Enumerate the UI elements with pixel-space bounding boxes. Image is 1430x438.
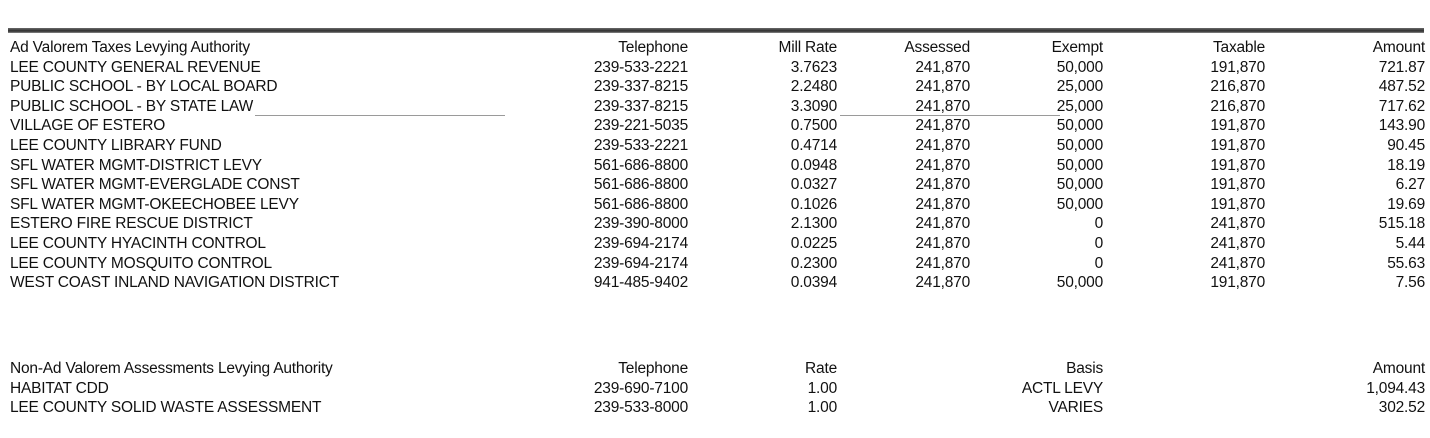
mill-rate-cell: 0.0394 <box>790 274 837 292</box>
telephone-cell: 239-533-2221 <box>593 136 688 154</box>
non-ad-valorem-header-row <box>10 359 1425 379</box>
exempt-cell: 50,000 <box>1056 195 1103 213</box>
column-header-exempt: Exempt <box>1051 39 1103 56</box>
taxable-cell: 191,870 <box>1210 58 1265 76</box>
exempt-cell: 0 <box>1094 254 1103 272</box>
telephone-cell: 941-485-9402 <box>593 274 688 292</box>
table-row <box>10 379 1425 399</box>
exempt-cell: 0 <box>1094 234 1103 252</box>
exempt-cell: 0 <box>1094 215 1103 233</box>
assessed-cell: 241,870 <box>915 78 970 96</box>
amount-cell: 515.18 <box>1378 215 1425 233</box>
scan-artifact-line <box>255 115 505 116</box>
column-header-amount: Amount <box>1372 39 1425 56</box>
column-header-amount: Amount <box>1372 360 1425 377</box>
column-header-mill-rate: Mill Rate <box>778 39 837 56</box>
assessed-cell: 241,870 <box>915 156 970 174</box>
assessed-cell: 241,870 <box>915 234 970 252</box>
taxable-cell: 191,870 <box>1210 274 1265 292</box>
mill-rate-cell: 0.2300 <box>790 254 837 272</box>
amount-cell: 90.45 <box>1387 136 1425 154</box>
telephone-cell: 239-533-2221 <box>593 58 688 76</box>
non-ad-valorem-table <box>10 359 1425 418</box>
telephone-cell: 561-686-8800 <box>593 156 688 174</box>
amount-cell: 18.19 <box>1387 156 1425 174</box>
authority-cell: LEE COUNTY LIBRARY FUND <box>10 136 222 154</box>
table-row <box>10 136 1425 156</box>
table-row <box>10 214 1425 234</box>
amount-cell: 19.69 <box>1387 195 1425 213</box>
mill-rate-cell: 3.7623 <box>790 58 837 76</box>
assessed-cell: 241,870 <box>915 195 970 213</box>
column-header-assessed: Assessed <box>904 39 970 56</box>
column-header-authority: Ad Valorem Taxes Levying Authority <box>10 39 250 56</box>
mill-rate-cell: 0.4714 <box>790 136 837 154</box>
amount-cell: 143.90 <box>1378 117 1425 135</box>
mill-rate-cell: 0.7500 <box>790 117 837 135</box>
authority-cell: PUBLIC SCHOOL - BY LOCAL BOARD <box>10 78 278 96</box>
amount-cell: 1,094.43 <box>1366 379 1425 397</box>
column-header-authority: Non-Ad Valorem Assessments Levying Authority <box>10 360 333 377</box>
telephone-cell: 561-686-8800 <box>593 195 688 213</box>
table-row <box>10 175 1425 195</box>
taxable-cell: 241,870 <box>1210 215 1265 233</box>
assessed-cell: 241,870 <box>915 117 970 135</box>
column-header-rate: Rate <box>805 360 837 377</box>
taxable-cell: 191,870 <box>1210 176 1265 194</box>
assessed-cell: 241,870 <box>915 274 970 292</box>
assessed-cell: 241,870 <box>915 254 970 272</box>
telephone-cell: 561-686-8800 <box>593 176 688 194</box>
table-row <box>10 97 1425 117</box>
mill-rate-cell: 2.2480 <box>790 78 837 96</box>
basis-cell: VARIES <box>1048 399 1103 417</box>
column-header-telephone: Telephone <box>618 360 688 377</box>
rate-cell: 1.00 <box>807 379 837 397</box>
authority-cell: LEE COUNTY GENERAL REVENUE <box>10 58 261 76</box>
telephone-cell: 239-337-8215 <box>593 78 688 96</box>
exempt-cell: 50,000 <box>1056 117 1103 135</box>
amount-cell: 302.52 <box>1378 399 1425 417</box>
assessed-cell: 241,870 <box>915 215 970 233</box>
table-row <box>10 398 1425 418</box>
taxable-cell: 241,870 <box>1210 254 1265 272</box>
amount-cell: 55.63 <box>1387 254 1425 272</box>
ad-valorem-table <box>10 38 1425 293</box>
exempt-cell: 50,000 <box>1056 156 1103 174</box>
table-row <box>10 273 1425 293</box>
exempt-cell: 50,000 <box>1056 58 1103 76</box>
amount-cell: 721.87 <box>1378 58 1425 76</box>
exempt-cell: 25,000 <box>1056 97 1103 115</box>
authority-cell: PUBLIC SCHOOL - BY STATE LAW <box>10 97 254 115</box>
table-row <box>10 234 1425 254</box>
table-row <box>10 195 1425 215</box>
table-row <box>10 58 1425 78</box>
amount-cell: 487.52 <box>1378 78 1425 96</box>
authority-cell: ESTERO FIRE RESCUE DISTRICT <box>10 215 253 233</box>
taxable-cell: 191,870 <box>1210 156 1265 174</box>
taxable-cell: 216,870 <box>1210 78 1265 96</box>
authority-cell: SFL WATER MGMT-EVERGLADE CONST <box>10 176 300 194</box>
authority-cell: LEE COUNTY HYACINTH CONTROL <box>10 234 266 252</box>
telephone-cell: 239-694-2174 <box>593 254 688 272</box>
authority-cell: LEE COUNTY MOSQUITO CONTROL <box>10 254 272 272</box>
mill-rate-cell: 2.1300 <box>790 215 837 233</box>
authority-cell: WEST COAST INLAND NAVIGATION DISTRICT <box>10 274 340 292</box>
taxable-cell: 191,870 <box>1210 195 1265 213</box>
basis-cell: ACTL LEVY <box>1021 379 1103 397</box>
mill-rate-cell: 3.3090 <box>790 97 837 115</box>
telephone-cell: 239-390-8000 <box>593 215 688 233</box>
mill-rate-cell: 0.0225 <box>790 234 837 252</box>
column-header-telephone: Telephone <box>618 39 688 56</box>
telephone-cell: 239-690-7100 <box>593 379 688 397</box>
assessed-cell: 241,870 <box>915 97 970 115</box>
assessed-cell: 241,870 <box>915 176 970 194</box>
exempt-cell: 50,000 <box>1056 176 1103 194</box>
amount-cell: 6.27 <box>1395 176 1425 194</box>
telephone-cell: 239-221-5035 <box>593 117 688 135</box>
table-row <box>10 156 1425 176</box>
authority-cell: VILLAGE OF ESTERO <box>10 117 166 135</box>
telephone-cell: 239-694-2174 <box>593 234 688 252</box>
telephone-cell: 239-337-8215 <box>593 97 688 115</box>
exempt-cell: 50,000 <box>1056 136 1103 154</box>
ad-valorem-header-row <box>10 38 1425 58</box>
table-row <box>10 77 1425 97</box>
assessed-cell: 241,870 <box>915 58 970 76</box>
column-header-taxable: Taxable <box>1212 39 1265 56</box>
scan-artifact-line <box>840 115 1060 116</box>
taxable-cell: 216,870 <box>1210 97 1265 115</box>
authority-cell: SFL WATER MGMT-DISTRICT LEVY <box>10 156 262 174</box>
exempt-cell: 50,000 <box>1056 274 1103 292</box>
column-header-basis: Basis <box>1066 360 1103 377</box>
assessed-cell: 241,870 <box>915 136 970 154</box>
exempt-cell: 25,000 <box>1056 78 1103 96</box>
taxable-cell: 241,870 <box>1210 234 1265 252</box>
telephone-cell: 239-533-8000 <box>593 399 688 417</box>
amount-cell: 5.44 <box>1395 234 1425 252</box>
authority-cell: SFL WATER MGMT-OKEECHOBEE LEVY <box>10 195 299 213</box>
taxable-cell: 191,870 <box>1210 136 1265 154</box>
authority-cell: HABITAT CDD <box>10 379 109 397</box>
amount-cell: 7.56 <box>1395 274 1425 292</box>
mill-rate-cell: 0.1026 <box>790 195 837 213</box>
mill-rate-cell: 0.0948 <box>790 156 837 174</box>
table-row <box>10 254 1425 274</box>
rate-cell: 1.00 <box>807 399 837 417</box>
table-row <box>10 116 1425 136</box>
authority-cell: LEE COUNTY SOLID WASTE ASSESSMENT <box>10 399 322 417</box>
header-rule <box>8 28 1424 33</box>
amount-cell: 717.62 <box>1378 97 1425 115</box>
mill-rate-cell: 0.0327 <box>790 176 837 194</box>
taxable-cell: 191,870 <box>1210 117 1265 135</box>
